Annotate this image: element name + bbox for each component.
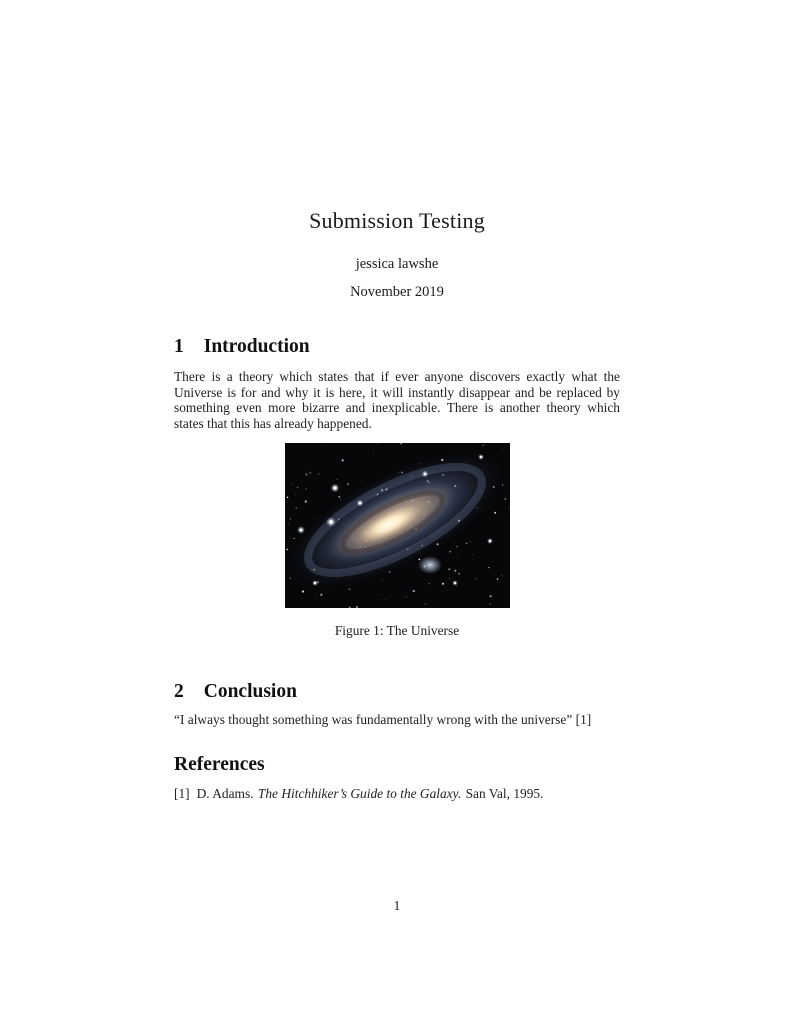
page-number: 1 bbox=[393, 898, 401, 913]
section-title-introduction: Introduction bbox=[203, 336, 310, 357]
section-heading-conclusion bbox=[174, 680, 620, 703]
galaxy-image bbox=[285, 443, 510, 608]
section-title-conclusion: Conclusion bbox=[203, 681, 297, 703]
reference-item bbox=[174, 786, 620, 802]
section-number-2: 2 bbox=[174, 681, 184, 703]
section-heading-introduction bbox=[174, 335, 620, 358]
reference-label: [1] bbox=[174, 785, 190, 801]
reference-publisher: San Val, 1995. bbox=[465, 785, 544, 801]
reference-text bbox=[197, 786, 544, 802]
document-title: Submission Testing bbox=[309, 208, 485, 233]
page-content bbox=[174, 0, 620, 802]
author-name: jessica lawshe bbox=[355, 256, 439, 272]
introduction-paragraph: There is a theory which states that if ever anyone discovers exactly what the Universe is for and why it is here, it will instantly disappear and be replaced by something even more bizarre and inexplicable. There is another theory which states that this has already happened. bbox=[174, 369, 620, 431]
section-number-1: 1 bbox=[174, 336, 184, 357]
conclusion-quote: “I always thought something was fundamentally wrong with the universe” [1] bbox=[174, 712, 592, 728]
companion-galaxy bbox=[418, 556, 442, 574]
publication-date: November 2019 bbox=[350, 284, 444, 300]
figure-caption: Figure 1: The Universe bbox=[334, 623, 460, 639]
figure-universe bbox=[174, 443, 620, 639]
reference-authors: D. Adams. bbox=[196, 785, 254, 801]
references-heading: References bbox=[174, 753, 265, 775]
reference-book-title: The Hitchhiker’s Guide to the Galaxy. bbox=[257, 785, 462, 801]
